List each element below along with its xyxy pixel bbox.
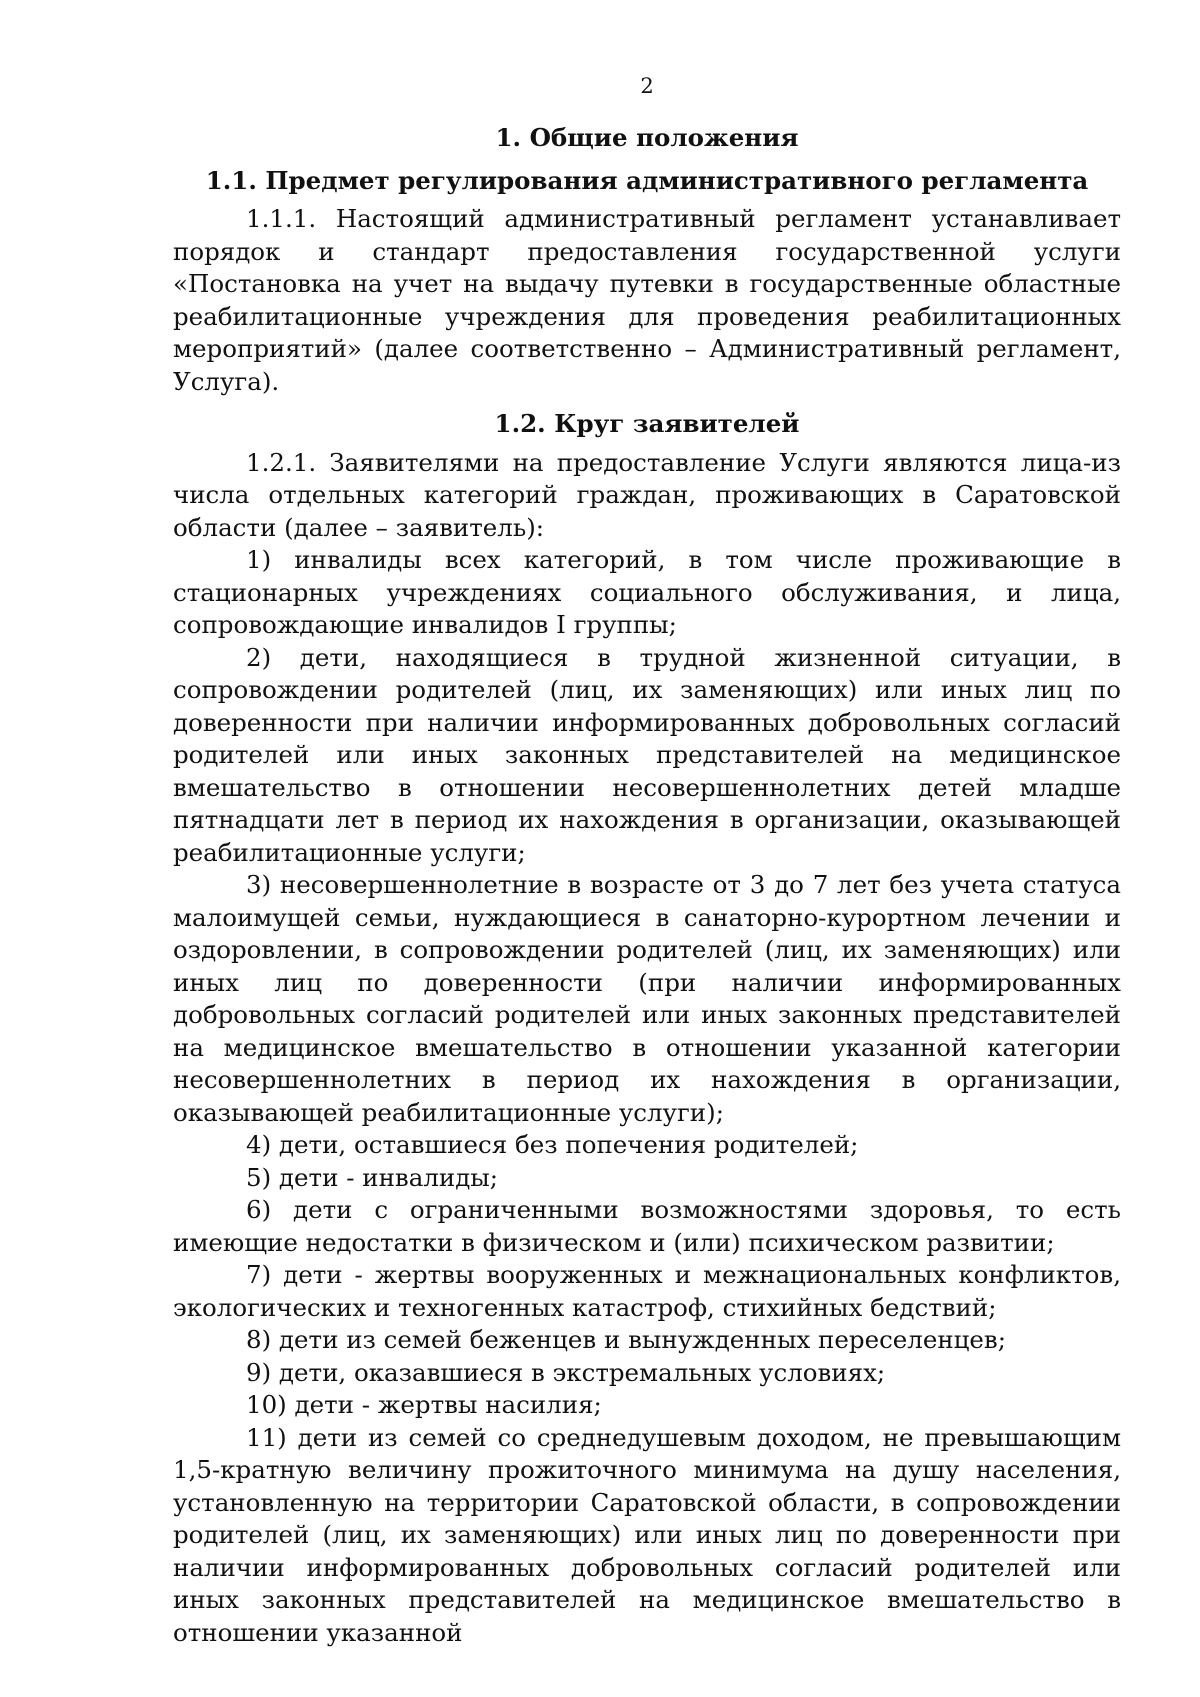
list-item: 7) дети - жертвы вооруженных и межнациональных конфликтов, экологических и техногенных катастроф, стихийных бедствий; bbox=[173, 1260, 1121, 1322]
list-item: 10) дети - жертвы насилия; bbox=[246, 1390, 602, 1419]
section-heading: 1. Общие положения bbox=[495, 123, 799, 152]
page-number: 2 bbox=[640, 74, 654, 98]
subsection-heading: 1.1. Предмет регулирования административного регламента bbox=[205, 165, 1089, 195]
list-item: 2) дети, находящиеся в трудной жизненной ситуации, в сопровождении родителей (лиц, их заменяющих) или иных лиц по доверенности при наличии информированных добровольных согласий родителей или иных законных представителей на медицинское вмешательство в отношении несовершеннолетних детей младше пятнадцати лет в период их нахождения в организации, оказывающей реабилитационные услуги; bbox=[173, 642, 1121, 867]
list-item: 3) несовершеннолетние в возрасте от 3 до 7 лет без учета статуса малоимущей семьи, нуждающиеся в санаторно-курортном лечении и оздоровлении, в сопровождении родителей (лиц, их заменяющих) или иных лиц по доверенности (при наличии информированных добровольных согласий родителей или иных законных представителей на медицинское вмешательство в отношении указанной категории несовершеннолетних в период их нахождения в организации, оказывающей реабилитационные услуги); bbox=[173, 870, 1121, 1127]
list-item: 4) дети, оставшиеся без попечения родителей; bbox=[246, 1130, 859, 1159]
list-item: 6) дети с ограниченными возможностями здоровья, то есть имеющие недостатки в физическом и (или) психическом развитии; bbox=[173, 1195, 1121, 1257]
list-item: 1) инвалиды всех категорий, в том числе проживающие в стационарных учреждениях социального обслуживания, и лица, сопровождающие инвалидов I группы; bbox=[173, 545, 1121, 639]
list-item: 8) дети из семей беженцев и вынужденных переселенцев; bbox=[246, 1325, 1006, 1354]
document-body bbox=[173, 122, 1121, 1649]
list-item: 11) дети из семей со среднедушевым доходом, не превышающим 1,5-кратную величину прожиточного минимума на душу населения, установленную на территории Саратовской области, в сопровождении родителей (лиц, их заменяющих) или иных лиц по доверенности при наличии информированных добровольных согласий родителей или иных законных представителей на медицинское вмешательство в отношении указанной bbox=[173, 1422, 1121, 1647]
subsection-heading: 1.2. Круг заявителей bbox=[494, 409, 800, 438]
list-item: 9) дети, оказавшиеся в экстремальных условиях; bbox=[246, 1357, 886, 1387]
paragraph-1-2-1: 1.2.1. Заявителями на предоставление Услуги являются лица-из числа отдельных категорий граждан, проживающих в Саратовской области (далее – заявитель): bbox=[173, 447, 1121, 542]
list-item: 5) дети - инвалиды; bbox=[246, 1162, 499, 1192]
paragraph-1-1-1: 1.1.1. Настоящий административный регламент устанавливает порядок и стандарт предоставления государственной услуги «Постановка на учет на выдачу путевки в государственные областные реабилитационные учреждения для проведения реабилитационных мероприятий» (далее соответственно – Административный регламент, Услуга). bbox=[173, 204, 1121, 396]
